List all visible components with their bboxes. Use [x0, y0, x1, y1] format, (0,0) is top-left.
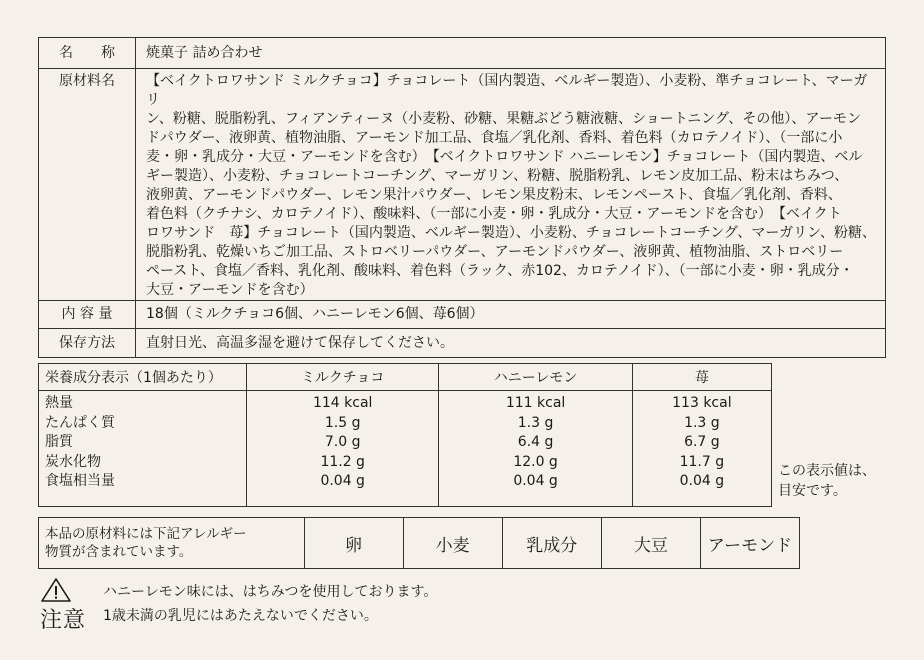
product-info-table — [38, 37, 886, 358]
ingredients-line: ギー製造）、小麦粉、チョコレートコーチング、マーガリン、粉糖、脱脂粉乳、レモン皮加工品、粉末はちみつ、 — [146, 168, 849, 184]
nutrient-label: 脂質 — [45, 434, 73, 450]
nutrient-label: たんぱく質 — [45, 414, 115, 431]
allergy-table — [38, 517, 800, 569]
nutrient-value: 0.04 g — [513, 473, 558, 489]
ingredients-line: 脱脂粉乳、乾燥いちご加工品、ストロベリーパウダー、アーモンドパウダー、液卵黄、植物油脂、ストロベリー — [146, 244, 844, 260]
name-label: 名 称 — [39, 38, 136, 69]
nutrition-col-strawberry: 苺 — [632, 364, 771, 391]
nutrient-value: 7.0 g — [324, 434, 361, 450]
nutrition-header: 栄養成分表示（1個あたり） — [39, 364, 247, 391]
row-ingredients — [39, 69, 886, 301]
storage-label: 保存方法 — [39, 329, 136, 358]
allergen-soy: 大豆 — [601, 518, 700, 569]
nutrient-value: 1.3 g — [684, 414, 720, 431]
nutrient-value: 111 kcal — [505, 395, 566, 411]
ingredients-line: 【ベイクトロワサンド ミルクチョコ】チョコレート（国内製造、ベルギー製造）、小麦粉、準チョコレート、マーガリ — [146, 73, 868, 108]
nutrition-side-note — [778, 461, 876, 501]
allergen-milk: 乳成分 — [502, 518, 601, 569]
side-note-line: この表示値は、 — [778, 463, 876, 479]
allergen-egg: 卵 — [304, 518, 403, 569]
nutrient-value: 113 kcal — [672, 395, 732, 411]
row-storage — [39, 329, 886, 358]
ingredients-line: ペースト、食塩／香料、乳化剤、酸味料、着色料（ラック、赤102、カロテノイド）、（一部に小麦・卵・乳成分・ — [146, 263, 854, 279]
quantity-label: 内 容 量 — [39, 301, 136, 329]
allergen-almond: アーモンド — [700, 518, 799, 569]
nutrient-value: 11.2 g — [320, 453, 365, 470]
nutrient-value: 1.3 g — [517, 414, 554, 431]
caution-text — [103, 580, 437, 628]
allergy-label-line: 物質が含まれています。 — [45, 544, 193, 560]
nutrition-table — [38, 363, 772, 507]
row-quantity — [39, 301, 886, 329]
nutrient-value: 12.0 g — [513, 453, 558, 470]
nutrition-col-lemon: ハニーレモン — [439, 364, 632, 391]
nutrition-lemon-values — [439, 391, 632, 507]
nutrition-values-row — [39, 391, 772, 507]
nutrition-header-row — [39, 364, 772, 391]
caution-line: 1歳未満の乳児にはあたえないでください。 — [103, 608, 378, 624]
nutrient-label: 炭水化物 — [45, 453, 101, 470]
allergy-row — [39, 518, 800, 569]
allergy-label — [39, 518, 305, 569]
quantity-value: 18個（ミルクチョコ6個、ハニーレモン6個、苺6個） — [136, 301, 886, 329]
nutrient-value: 114 kcal — [312, 395, 373, 411]
nutrition-strawberry-values — [632, 391, 771, 507]
ingredients-label: 原材料名 — [39, 69, 136, 301]
nutrient-label: 食塩相当量 — [45, 473, 115, 489]
nutrient-value: 6.4 g — [517, 434, 554, 450]
row-name — [39, 38, 886, 69]
allergy-label-line: 本品の原材料には下記アレルギー — [45, 526, 247, 542]
nutrient-value: 11.7 g — [679, 453, 725, 470]
nutrient-label: 熱量 — [45, 395, 73, 411]
ingredients-line: ロワサンド 苺】チョコレート（国内製造、ベルギー製造）、小麦粉、チョコレートコーチング、マーガリン、粉糖、 — [146, 225, 876, 241]
nutrition-col-milk: ミルクチョコ — [247, 364, 439, 391]
warning-triangle-icon — [40, 577, 72, 603]
ingredients-value — [136, 69, 886, 301]
side-note-line: 目安です。 — [778, 483, 847, 499]
nutrient-value: 6.7 g — [684, 434, 720, 450]
allergen-wheat: 小麦 — [403, 518, 502, 569]
ingredients-line: 着色料（クチナシ、カロテノイド）、酸味料、（一部に小麦・卵・乳成分・大豆・アーモンドを含む） 【ベイクト — [146, 206, 842, 222]
nutrition-milk-values — [247, 391, 439, 507]
caution-word: 注意 — [40, 608, 87, 633]
nutrient-value: 1.5 g — [324, 414, 361, 431]
storage-value: 直射日光、高温多湿を避けて保存してください。 — [136, 329, 886, 358]
name-value: 焼菓子 詰め合わせ — [136, 38, 886, 69]
ingredients-line: ドパウダー、液卵黄、植物油脂、アーモンド加工品、食塩／乳化剤、香料、着色料（カロテノイド）、（一部に小 — [146, 130, 843, 146]
ingredients-line: 麦・卵・乳成分・大豆・アーモンドを含む） 【ベイクトロワサンド ハニーレモン】チョコレート（国内製造、ベル — [146, 149, 863, 165]
ingredients-line: 液卵黄、アーモンドパウダー、レモン果汁パウダー、レモン果皮粉末、レモンペースト、食塩／乳化剤、香料、 — [146, 187, 842, 203]
nutrient-value: 0.04 g — [679, 473, 725, 489]
nutrition-labels — [39, 391, 247, 507]
caution-line: ハニーレモン味には、はちみつを使用しております。 — [103, 584, 438, 600]
ingredients-line: ン、粉糖、脱脂粉乳、フィアンティーヌ（小麦粉、砂糖、果糖ぶどう糖液糖、ショートニング、その他）、アーモン — [146, 111, 861, 127]
ingredients-line: 大豆・アーモンドを含む） — [146, 282, 314, 298]
nutrient-value: 0.04 g — [320, 473, 365, 489]
